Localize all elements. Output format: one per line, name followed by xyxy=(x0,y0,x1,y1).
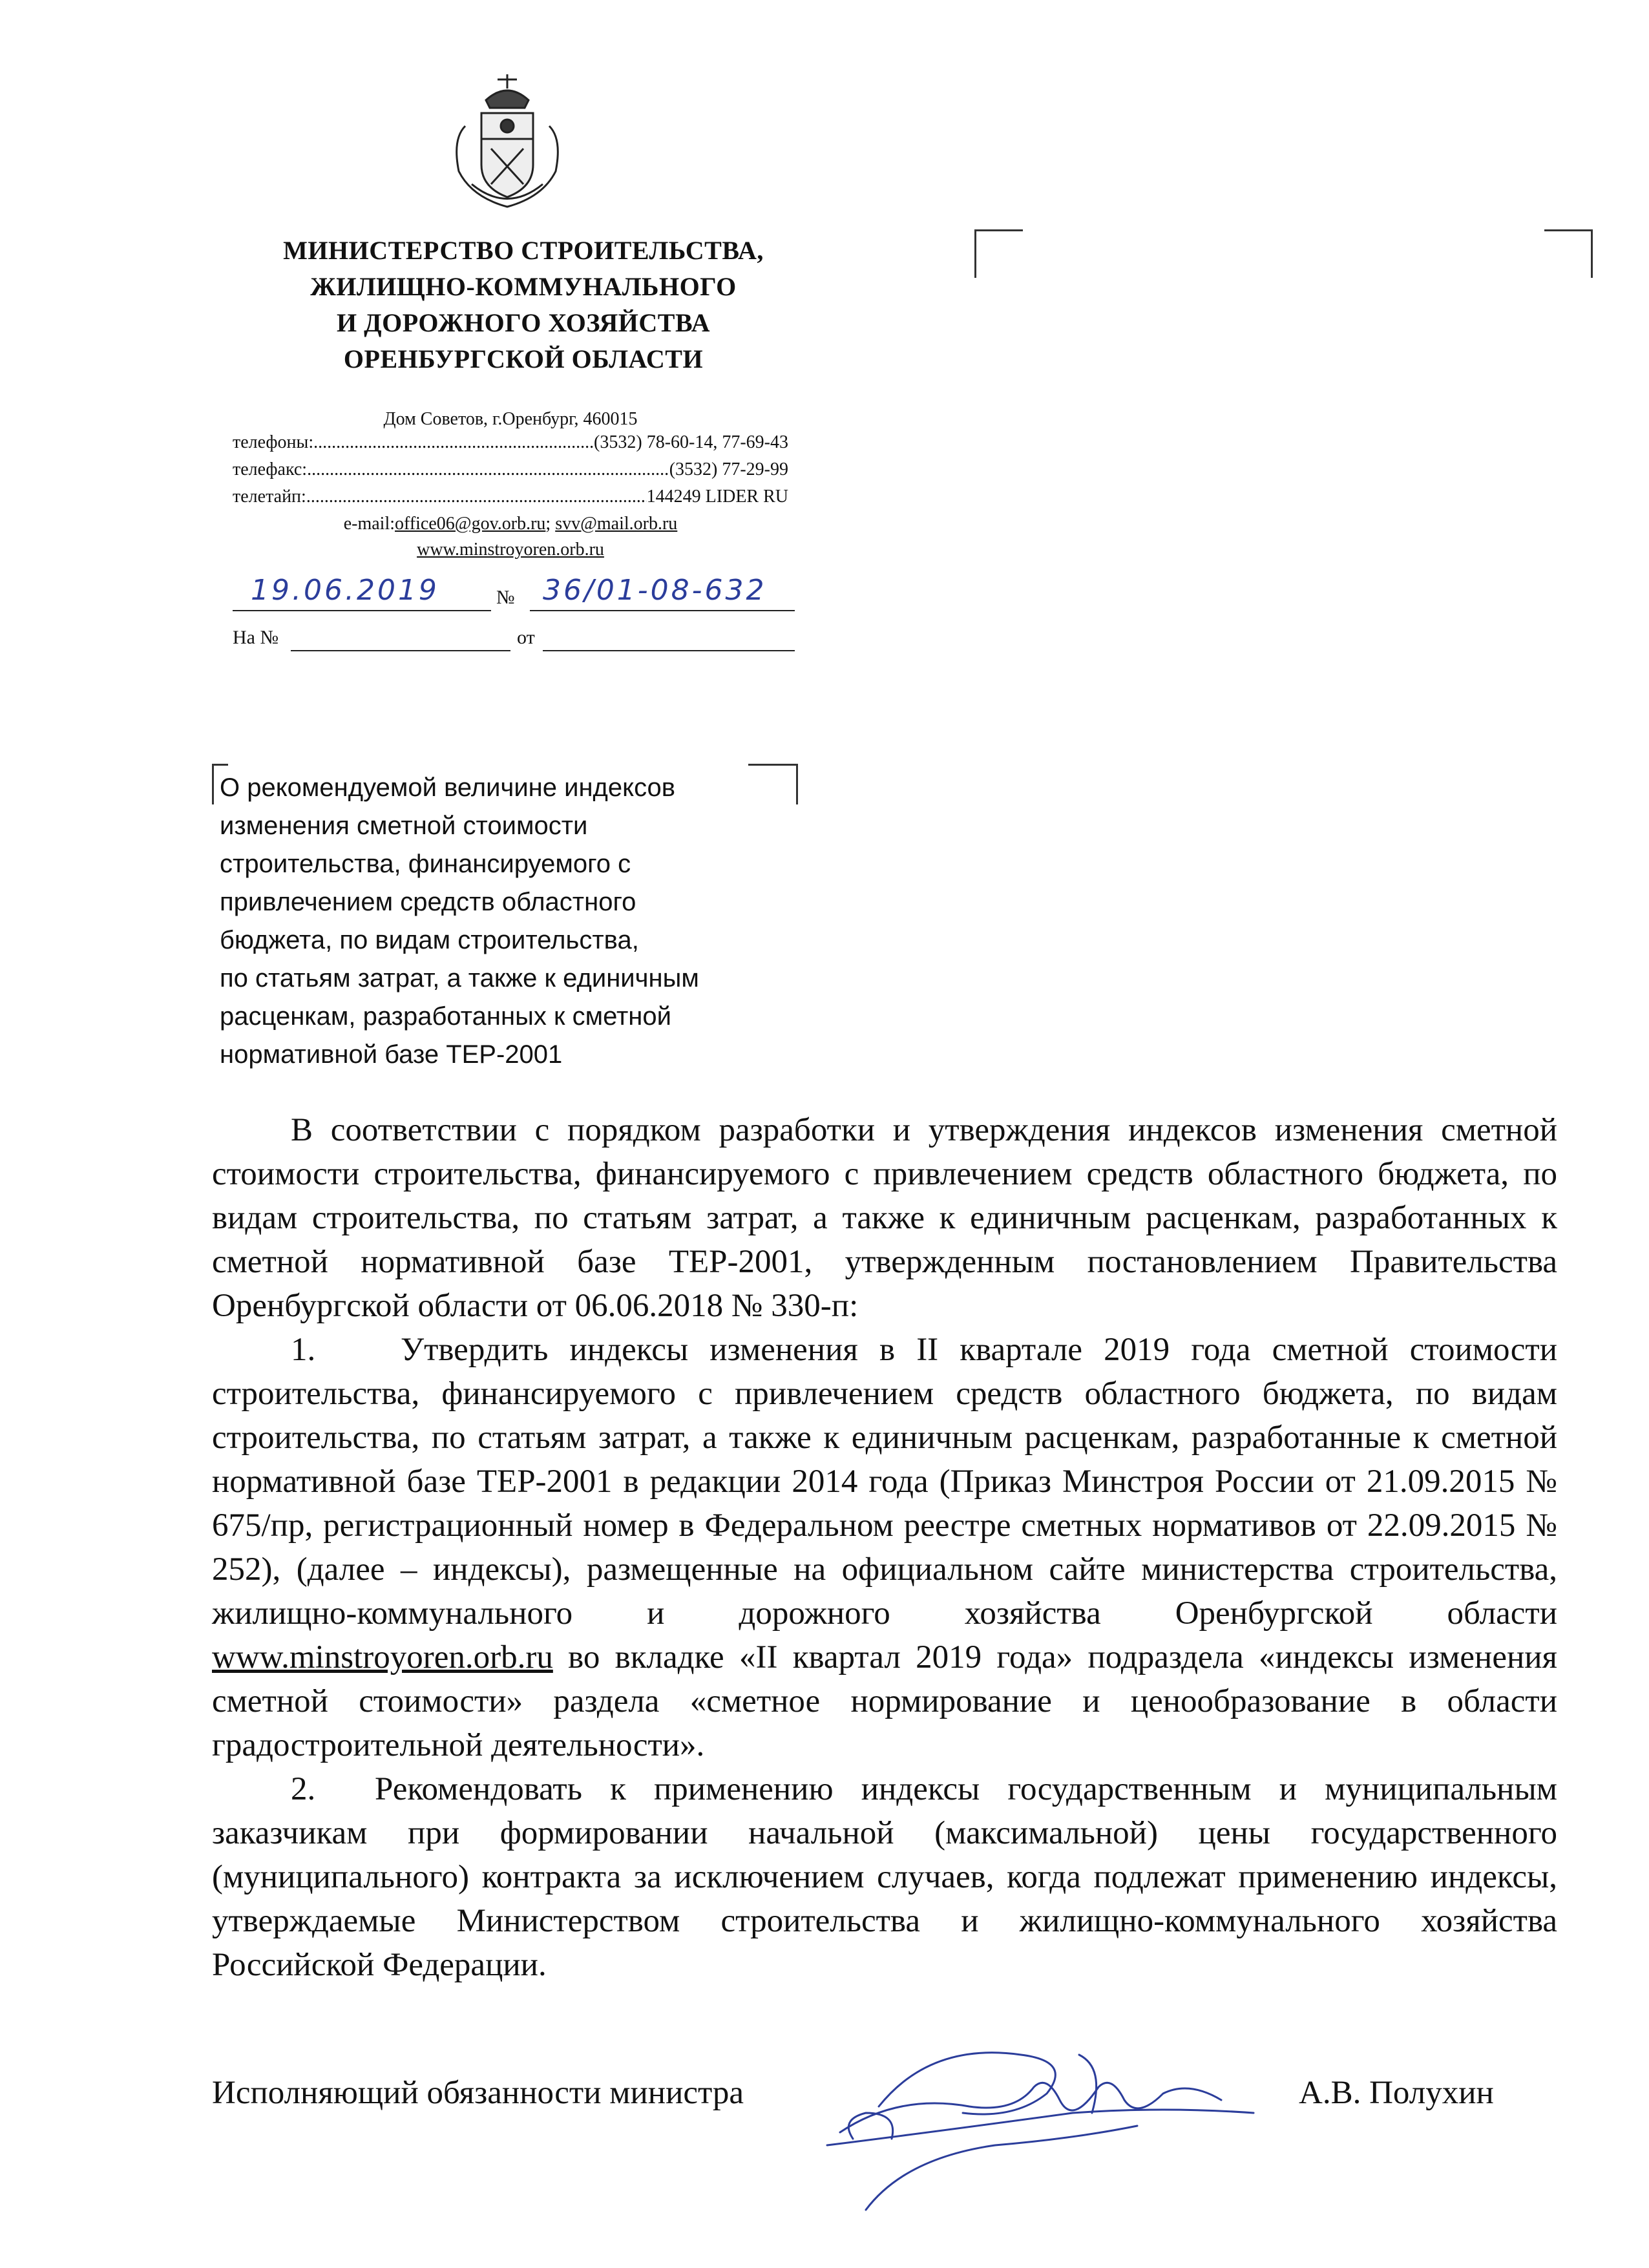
number-underline xyxy=(530,610,795,611)
registration-line xyxy=(233,570,795,615)
subject-line: нормативной базе ТЕР-2001 xyxy=(220,1040,563,1069)
website-link[interactable]: www.minstroyoren.orb.ru xyxy=(417,540,604,560)
date-underline xyxy=(233,610,491,611)
address: Дом Советов, г.Оренбург, 460015 xyxy=(383,409,638,429)
item-text: во вкладке «II квартал 2019 года» подраздела «индексы изменения сметной стоимости» раздела «сметное нормирование и ценообразование в области градостроительной деятельности». xyxy=(212,1639,1557,1763)
number-sign: № xyxy=(496,587,515,608)
phones-label: телефоны: xyxy=(233,432,314,452)
email-link-2[interactable]: svv@mail.orb.ru xyxy=(555,514,678,534)
telex-row xyxy=(233,483,788,510)
fax-value: (3532) 77-29-99 xyxy=(669,459,788,479)
leader-dots xyxy=(306,483,647,510)
from-label: от xyxy=(517,627,535,648)
reply-number-underline xyxy=(291,650,510,651)
subject-line: по статьям затрат, а также к единичным xyxy=(220,964,699,992)
signatory-title: Исполняющий обязанности министра xyxy=(212,2075,744,2111)
subject-line: изменения сметной стоимости xyxy=(220,812,588,840)
phones-row xyxy=(233,429,788,456)
ministry-name-line: МИНИСТЕРСТВО СТРОИТЕЛЬСТВА, xyxy=(283,236,764,265)
registration-number: 36/01-08-632 xyxy=(543,574,767,607)
handwritten-signature xyxy=(801,2016,1266,2229)
website-row xyxy=(233,536,788,563)
registration-date: 19.06.2019 xyxy=(251,574,439,607)
subject xyxy=(220,769,814,1074)
subject-line: О рекомендуемой величине индексов xyxy=(220,773,676,802)
recipient-corner-left xyxy=(974,229,1023,278)
body-item-1 xyxy=(212,1328,1557,1767)
ministry-name-line: И ДОРОЖНОГО ХОЗЯЙСТВА xyxy=(336,308,711,337)
email-link-1[interactable]: office06@gov.orb.ru xyxy=(395,514,546,534)
subject-line: строительства, финансируемого с xyxy=(220,850,631,878)
item-text: Утвердить индексы изменения в II квартале 2019 года сметной стоимости строительства, финансируемого с привлечением средств областного бюджета, по видам строительства, по статьям затрат, а также к единичным расценкам, разработанные к сметной нормативной базе ТЕР-2001 в редакции 2014 года (Приказ Минстроя России от 21.09.2015 № 675/пр, регистрационный номер в Федеральном реестре сметных нормативов от 22.09.2015 № 252), (далее – индексы), размещенные на официальном сайте министерства строительства, жилищно-коммунального и дорожного хозяйства Оренбургской области xyxy=(212,1332,1557,1632)
leader-dots xyxy=(307,456,669,483)
recipient-corner-right xyxy=(1544,229,1593,278)
reply-label: На № xyxy=(233,627,279,648)
website-link[interactable]: www.minstroyoren.orb.ru xyxy=(212,1639,553,1675)
letter-body xyxy=(212,1108,1557,1987)
ministry-name xyxy=(162,233,885,377)
item-number: 2. xyxy=(291,1771,316,1807)
telex-value: 144249 LIDER RU xyxy=(646,487,788,507)
coat-of-arms-icon xyxy=(446,74,569,213)
email-separator: ; xyxy=(545,514,556,534)
phones-value: (3532) 78-60-14, 77-69-43 xyxy=(594,432,788,452)
body-item-2 xyxy=(212,1767,1557,1987)
ministry-name-line: ЖИЛИЩНО-КОММУНАЛЬНОГО xyxy=(310,272,737,301)
subject-line: расценкам, разработанных к сметной xyxy=(220,1002,671,1031)
fax-row xyxy=(233,456,788,483)
leader-dots xyxy=(313,429,594,456)
body-intro: В соответствии с порядком разработки и утверждения индексов изменения сметной стоимости строительства, финансируемого с привлечением средств областного бюджета, по видам строительства, по статьям затрат, а также к единичным расценкам, разработанных к сметной нормативной базе ТЕР-2001, утвержденным постановлением Правительства Оренбургской области от 06.06.2018 № 330-п: xyxy=(212,1112,1557,1324)
signatory-name: А.В. Полухин xyxy=(1299,2075,1494,2111)
item-text: Рекомендовать к применению индексы государственным и муниципальным заказчикам при формировании начальной (максимальной) цены государственного (муниципального) контракта за исключением случаев, когда подлежат применению индексы, утверждаемые Министерством строительства и жилищно-коммунального хозяйства Российской Федерации. xyxy=(212,1771,1557,1983)
fax-label: телефакс: xyxy=(233,459,308,479)
subject-line: привлечением средств областного xyxy=(220,888,636,916)
subject-line: бюджета, по видам строительства, xyxy=(220,926,639,954)
item-number: 1. xyxy=(291,1332,316,1368)
reply-line xyxy=(233,627,795,666)
email-row xyxy=(233,510,788,538)
ministry-name-line: ОРЕНБУРГСКОЙ ОБЛАСТИ xyxy=(343,344,704,373)
telex-label: телетайп: xyxy=(233,487,306,507)
reply-date-underline xyxy=(543,650,795,651)
email-label: e-mail: xyxy=(343,514,395,534)
